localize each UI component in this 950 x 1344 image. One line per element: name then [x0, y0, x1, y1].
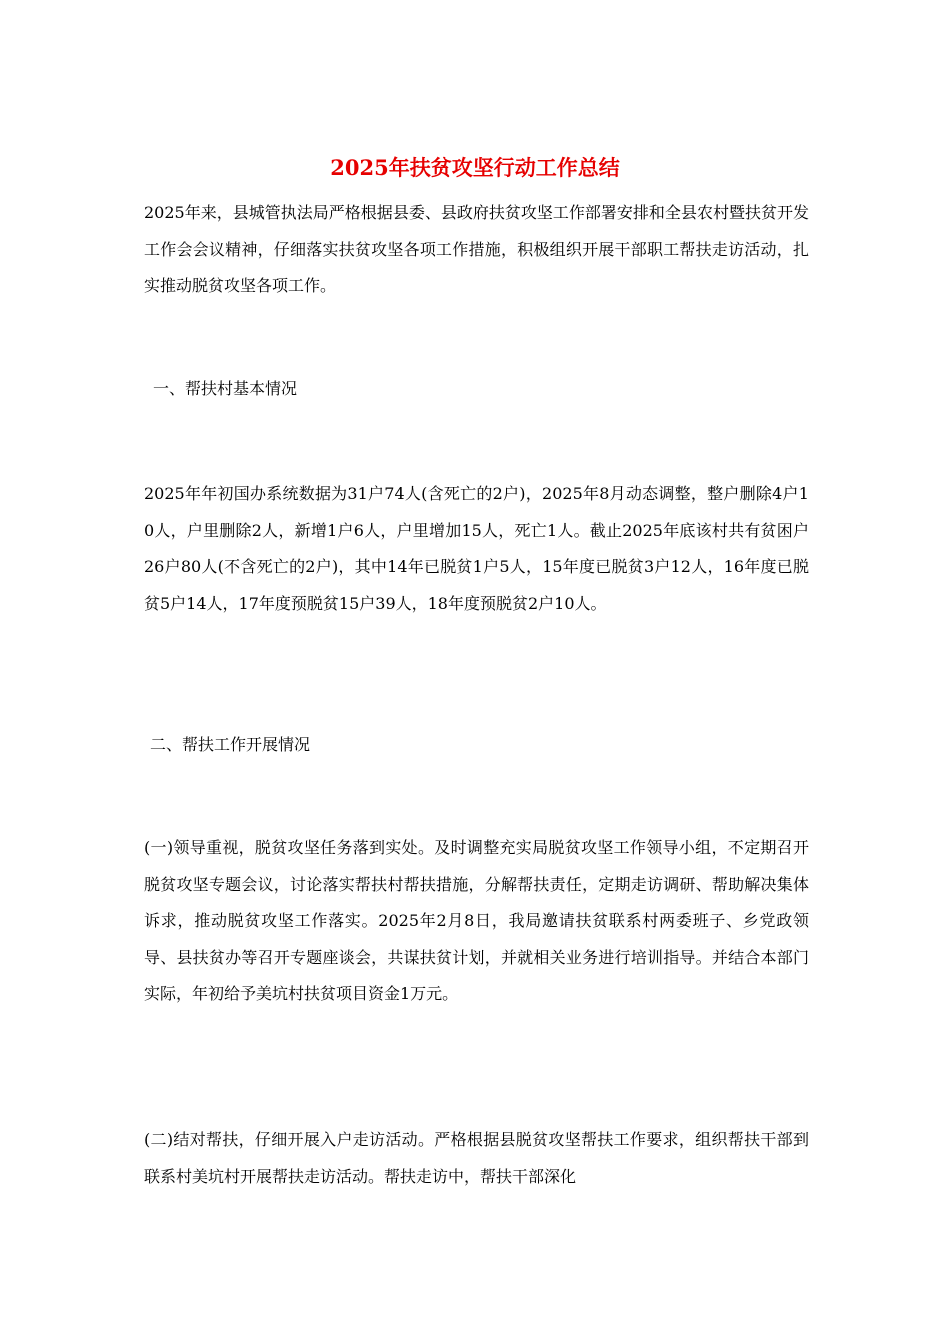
intro-paragraph: 2025年来，县城管执法局严格根据县委、县政府扶贫攻坚工作部署安排和全县农村暨扶贫开发工作会会议精神，仔细落实扶贫攻坚各项工作措施，积极组织开展干部职工帮扶走访活动，扎实推动脱贫攻坚各项工作。 [144, 203, 809, 295]
section-2-paragraph-2: (二)结对帮扶，仔细开展入户走访活动。严格根据县脱贫攻坚帮扶工作要求，组织帮扶干部到联系村美坑村开展帮扶走访活动。帮扶走访中，帮扶干部深化 [144, 1130, 809, 1186]
section-2-paragraph-1: (一)领导重视，脱贫攻坚任务落到实处。及时调整充实局脱贫攻坚工作领导小组，不定期召开脱贫攻坚专题会议，讨论落实帮扶村帮扶措施，分解帮扶责任，定期走访调研、帮助解决集体诉求，推动脱贫攻坚工作落实。2025年2月8日，我局邀请扶贫联系村两委班子、乡党政领导、县扶贫办等召开专题座谈会，共谋扶贫计划，并就相关业务进行培训指导。并结合本部门实际，年初给予美坑村扶贫项目资金1万元。 [144, 838, 809, 1003]
document-title: 2025年扶贫攻坚行动工作总结 [330, 155, 620, 180]
section-1-paragraph: 2025年年初国办系统数据为31户74人(含死亡的2户)，2025年8月动态调整，整户删除4户10人，户里删除2人，新增1户6人，户里增加15人，死亡1人。截止2025年底该村共有贫困户26户80人(不含死亡的2户)，其中14年已脱贫1户5人，15年度已脱贫3户12人，16年度已脱贫5户14人，17年度预脱贫15户39人，18年度预脱贫2户10人。 [144, 484, 809, 613]
section-1-heading: 一、帮扶村基本情况 [153, 379, 298, 398]
section-2-heading: 二、帮扶工作开展情况 [150, 735, 311, 754]
